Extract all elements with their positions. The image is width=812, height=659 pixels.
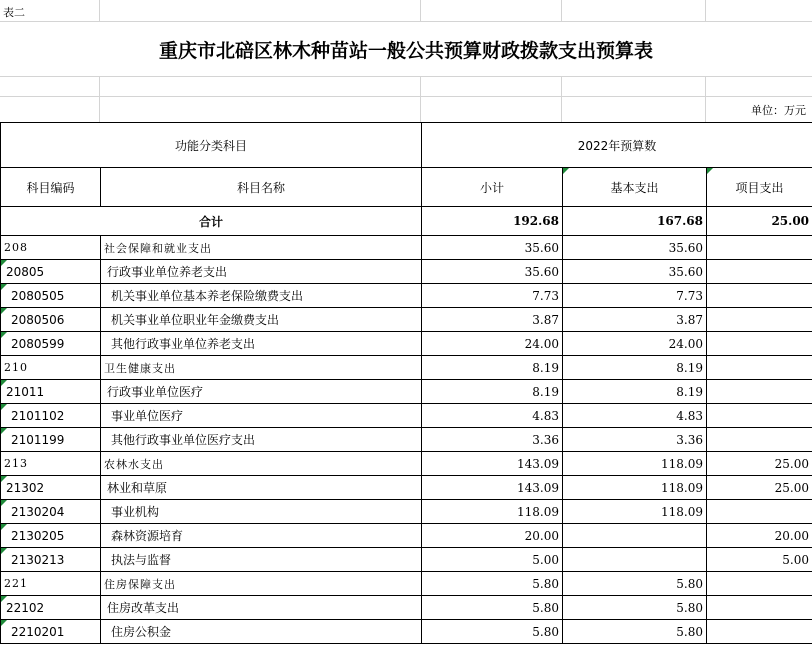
row-name: 其他行政事业单位养老支出 xyxy=(101,332,422,356)
row-code: 20805 xyxy=(1,260,101,284)
table-row xyxy=(1,476,812,500)
row-basic: 118.09 xyxy=(563,476,707,500)
row-subtotal: 5.80 xyxy=(422,572,563,596)
row-basic: 24.00 xyxy=(563,332,707,356)
row-name: 森林资源培育 xyxy=(101,524,422,548)
row-subtotal: 20.00 xyxy=(422,524,563,548)
row-name: 卫生健康支出 xyxy=(101,356,422,380)
row-subtotal: 118.09 xyxy=(422,500,563,524)
row-name: 林业和草原 xyxy=(101,476,422,500)
row-name: 事业单位医疗 xyxy=(101,404,422,428)
row-basic: 35.60 xyxy=(563,260,707,284)
row-subtotal: 5.80 xyxy=(422,596,563,620)
row-basic: 5.80 xyxy=(563,620,707,644)
category-group-header: 功能分类科目 xyxy=(1,123,422,168)
row-project: 20.00 xyxy=(707,524,812,548)
row-name: 机关事业单位职业年金缴费支出 xyxy=(101,308,422,332)
row-name: 住房保障支出 xyxy=(101,572,422,596)
row-subtotal: 35.60 xyxy=(422,236,563,260)
row-name: 事业机构 xyxy=(101,500,422,524)
row-project xyxy=(707,356,812,380)
row-project xyxy=(707,332,812,356)
row-basic: 7.73 xyxy=(563,284,707,308)
row-project xyxy=(707,620,812,644)
row-name: 住房公积金 xyxy=(101,620,422,644)
row-name: 社会保障和就业支出 xyxy=(101,236,422,260)
row-code: 2101199 xyxy=(1,428,101,452)
row-subtotal: 8.19 xyxy=(422,380,563,404)
table-row xyxy=(1,596,812,620)
table-row xyxy=(1,452,812,476)
row-project xyxy=(707,380,812,404)
row-code: 22102 xyxy=(1,596,101,620)
row-subtotal: 143.09 xyxy=(422,452,563,476)
table-row xyxy=(1,380,812,404)
row-subtotal: 5.00 xyxy=(422,548,563,572)
row-basic: 4.83 xyxy=(563,404,707,428)
table-row xyxy=(1,500,812,524)
row-code: 2080599 xyxy=(1,332,101,356)
unit-label: 单位：万元 xyxy=(751,104,806,117)
row-subtotal: 3.87 xyxy=(422,308,563,332)
row-project xyxy=(707,404,812,428)
row-project xyxy=(707,308,812,332)
table-row xyxy=(1,332,812,356)
table-row xyxy=(1,572,812,596)
project-header: 项目支出 xyxy=(707,168,812,207)
row-project xyxy=(707,596,812,620)
row-subtotal: 7.73 xyxy=(422,284,563,308)
table-row xyxy=(1,236,812,260)
total-basic: 167.68 xyxy=(563,207,707,236)
table-row xyxy=(1,284,812,308)
row-project xyxy=(707,428,812,452)
row-project: 25.00 xyxy=(707,452,812,476)
row-code: 221 xyxy=(1,572,101,596)
row-basic xyxy=(563,548,707,572)
table-row xyxy=(1,308,812,332)
table-row xyxy=(1,620,812,644)
row-basic: 5.80 xyxy=(563,572,707,596)
table-body xyxy=(1,236,812,644)
row-code: 21011 xyxy=(1,380,101,404)
row-subtotal: 8.19 xyxy=(422,356,563,380)
row-subtotal: 35.60 xyxy=(422,260,563,284)
row-name: 执法与监督 xyxy=(101,548,422,572)
row-subtotal: 4.83 xyxy=(422,404,563,428)
subtotal-header: 小计 xyxy=(422,168,563,207)
row-name: 住房改革支出 xyxy=(101,596,422,620)
table-row xyxy=(1,428,812,452)
row-code: 208 xyxy=(1,236,101,260)
row-name: 行政事业单位养老支出 xyxy=(101,260,422,284)
row-name: 机关事业单位基本养老保险缴费支出 xyxy=(101,284,422,308)
row-basic: 3.36 xyxy=(563,428,707,452)
budget-group-header: 2022年预算数 xyxy=(422,123,812,168)
total-row xyxy=(1,207,812,236)
row-basic xyxy=(563,524,707,548)
row-basic: 8.19 xyxy=(563,380,707,404)
row-code: 2080506 xyxy=(1,308,101,332)
row-code: 2130204 xyxy=(1,500,101,524)
row-project: 5.00 xyxy=(707,548,812,572)
row-name: 其他行政事业单位医疗支出 xyxy=(101,428,422,452)
table-row xyxy=(1,404,812,428)
table-row xyxy=(1,356,812,380)
row-basic: 5.80 xyxy=(563,596,707,620)
row-code: 210 xyxy=(1,356,101,380)
total-subtotal: 192.68 xyxy=(422,207,563,236)
table-row xyxy=(1,524,812,548)
row-basic: 118.09 xyxy=(563,500,707,524)
row-basic: 8.19 xyxy=(563,356,707,380)
row-project: 25.00 xyxy=(707,476,812,500)
row-basic: 35.60 xyxy=(563,236,707,260)
row-code: 21302 xyxy=(1,476,101,500)
row-project xyxy=(707,572,812,596)
budget-table xyxy=(0,122,812,644)
row-name: 农林水支出 xyxy=(101,452,422,476)
row-subtotal: 3.36 xyxy=(422,428,563,452)
row-code: 213 xyxy=(1,452,101,476)
row-subtotal: 24.00 xyxy=(422,332,563,356)
total-project: 25.00 xyxy=(707,207,812,236)
page-title: 重庆市北碚区林木种苗站一般公共预算财政拨款支出预算表 xyxy=(158,40,653,62)
header-row-2 xyxy=(1,168,812,207)
row-code: 2130213 xyxy=(1,548,101,572)
row-basic: 118.09 xyxy=(563,452,707,476)
row-project xyxy=(707,500,812,524)
row-project xyxy=(707,260,812,284)
row-subtotal: 143.09 xyxy=(422,476,563,500)
total-label: 合计 xyxy=(1,207,422,236)
sheet-tag: 表二 xyxy=(3,6,25,19)
basic-header: 基本支出 xyxy=(563,168,707,207)
row-subtotal: 5.80 xyxy=(422,620,563,644)
row-basic: 3.87 xyxy=(563,308,707,332)
header-row-1 xyxy=(1,123,812,168)
row-code: 2130205 xyxy=(1,524,101,548)
table-row xyxy=(1,260,812,284)
row-code: 2080505 xyxy=(1,284,101,308)
row-name: 行政事业单位医疗 xyxy=(101,380,422,404)
row-project xyxy=(707,284,812,308)
row-project xyxy=(707,236,812,260)
row-code: 2210201 xyxy=(1,620,101,644)
table-row xyxy=(1,548,812,572)
code-header: 科目编码 xyxy=(1,168,101,207)
name-header: 科目名称 xyxy=(101,168,422,207)
row-code: 2101102 xyxy=(1,404,101,428)
